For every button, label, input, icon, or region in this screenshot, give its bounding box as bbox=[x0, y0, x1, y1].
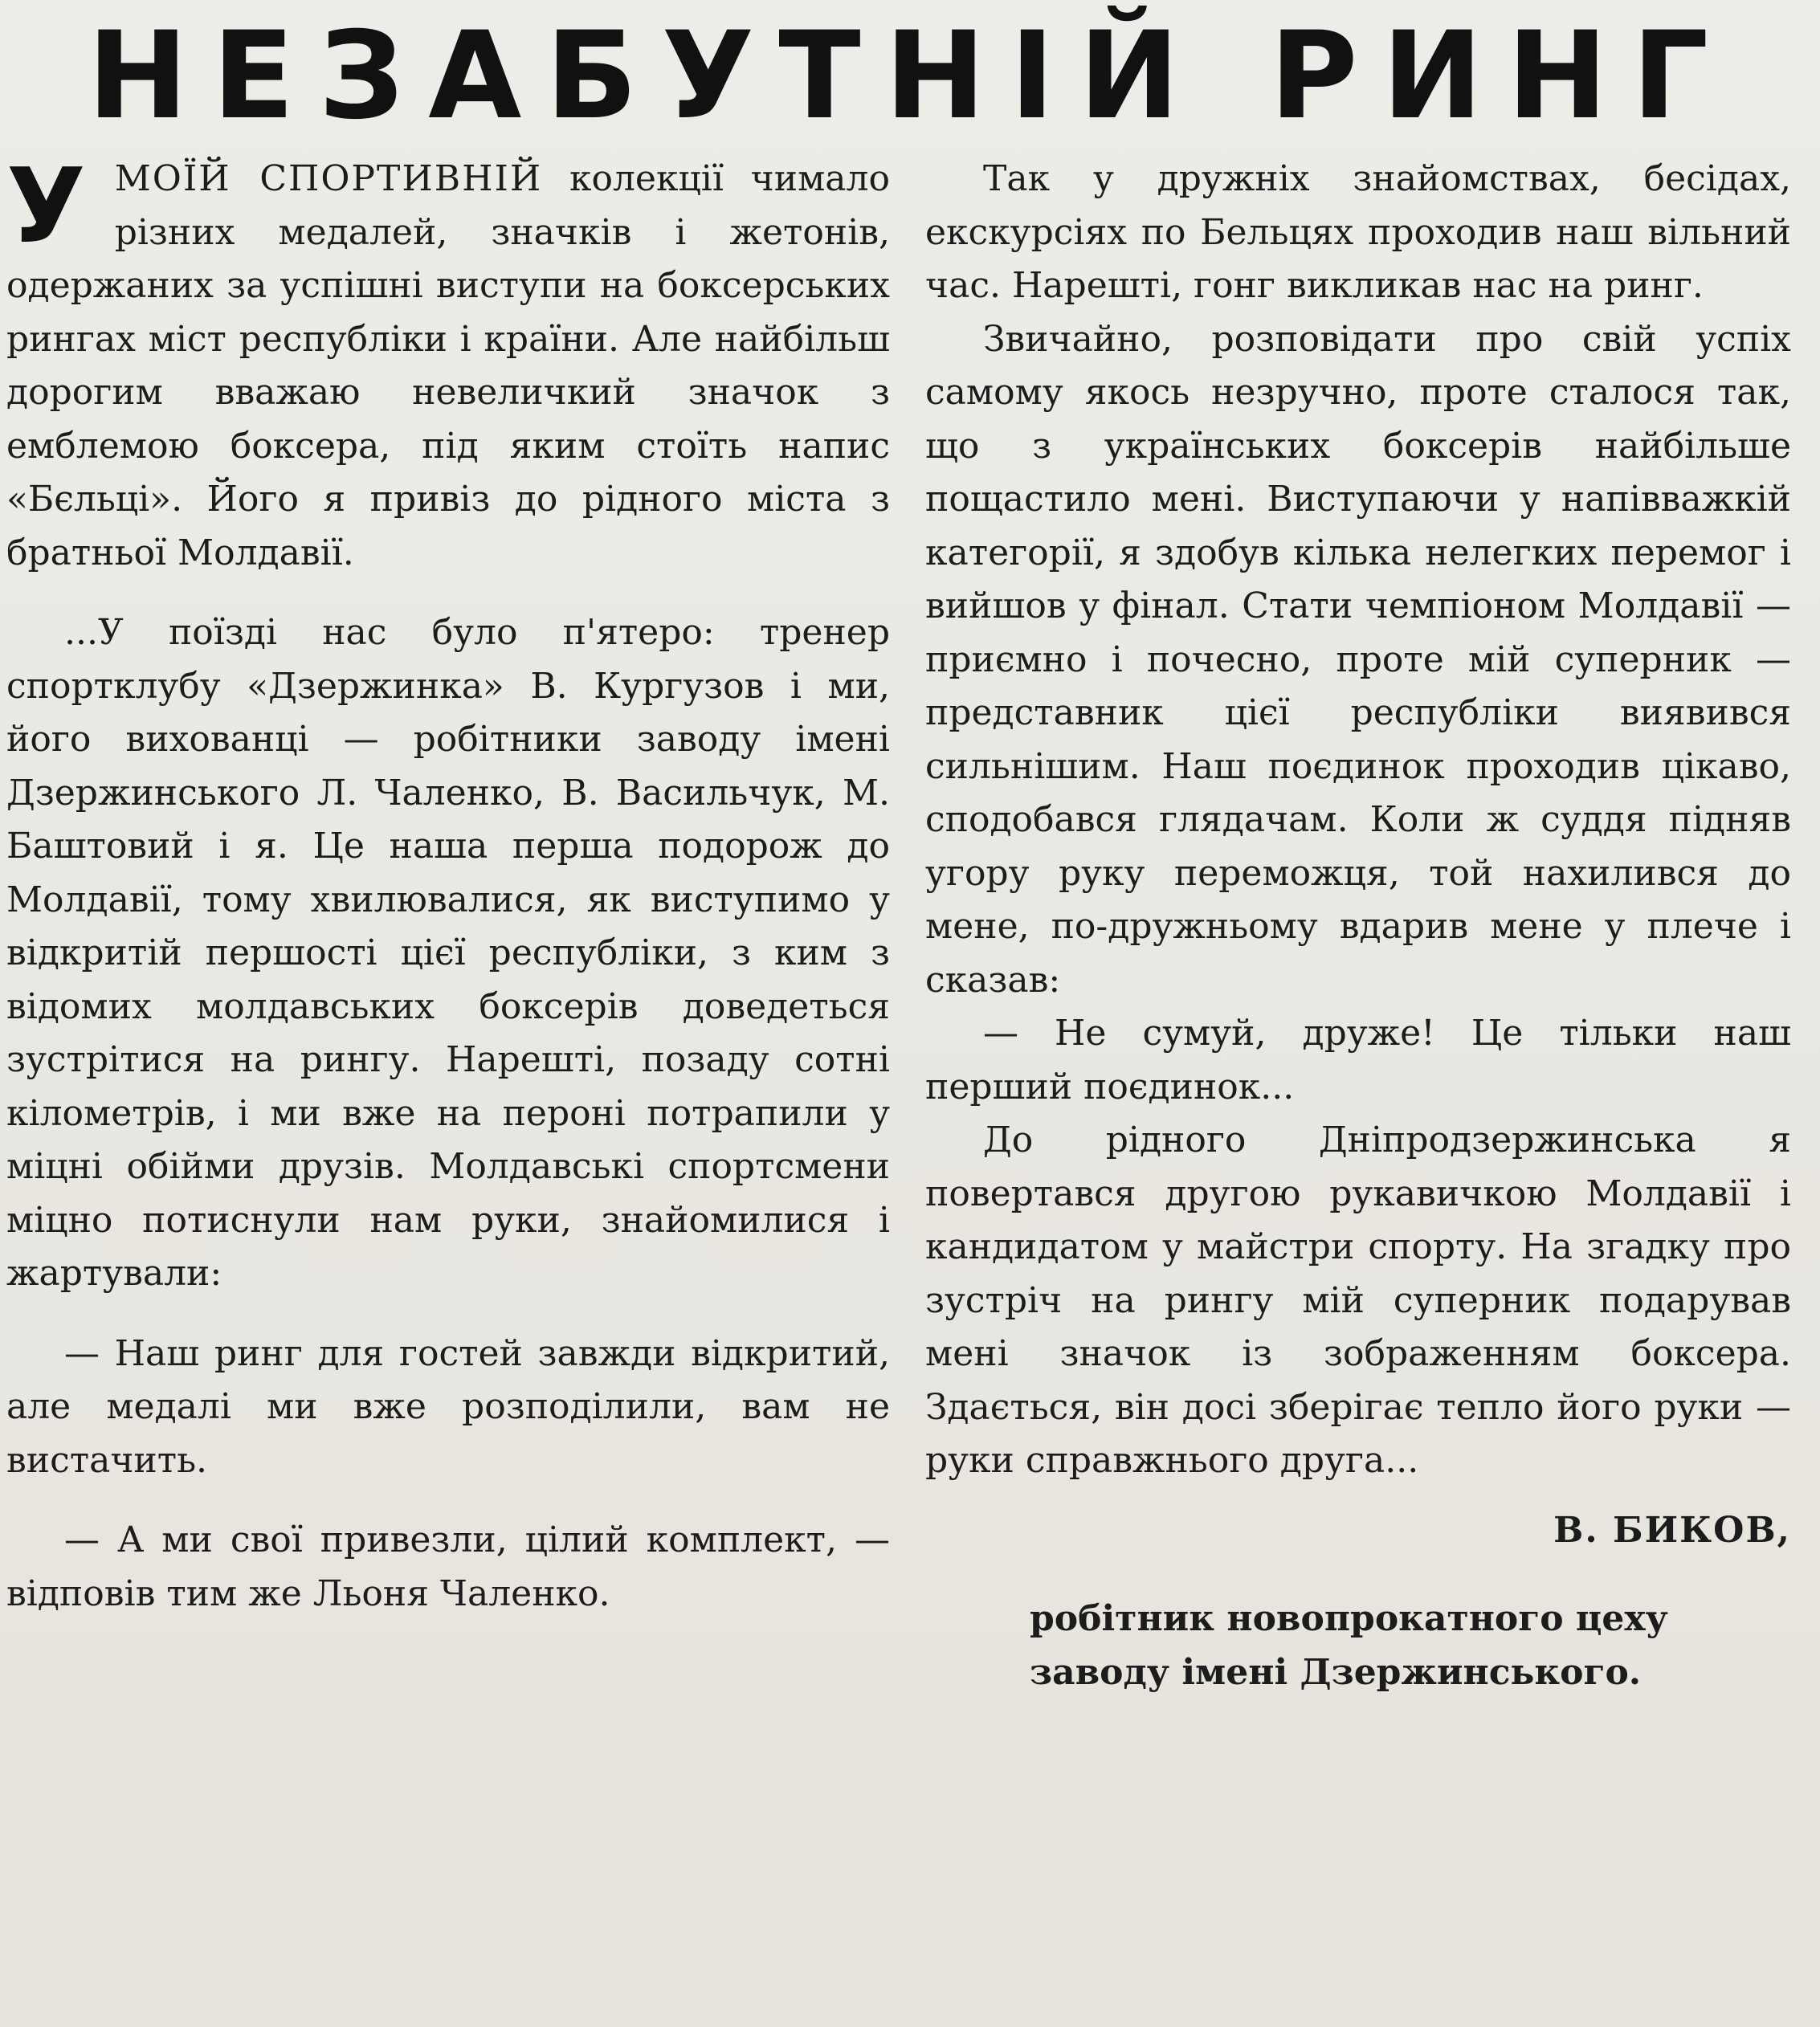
body-paragraph: До рідного Дніпродзержинська я повертався другою рукавичкою Молдавії і кандидатом у майстри спорту. На згадку про зустріч на рингу мій суперник подарував мені значок із зображенням боксера. Здається, він досі зберігає тепло його руки — руки справжнього друга... bbox=[925, 1120, 1791, 1481]
dialogue-line: — Наш ринг для гостей завжди відкритий, але медалі ми вже розподілили, вам не вистачить. bbox=[6, 1332, 890, 1481]
dialogue-line: — Не сумуй, друже! Це тільки наш перший поєдинок... bbox=[925, 1013, 1791, 1107]
right-column bbox=[925, 153, 1791, 1699]
headline: НЕЗАБУТНІЙ РИНГ bbox=[87, 6, 1733, 146]
author-position: робітник новопрокатного цеху bbox=[1030, 1598, 1668, 1639]
intro-text: колекції чимало різних медалей, значків і жетонів, одержаних за успішні виступи на боксерських рингах міст республіки і країни. Але найбільш дорогим вважаю невеличкий значок з емблемою боксера, під яким стоїть напис «Бєльці». Його я привіз до рідного міста з братньої Молдавії. bbox=[6, 158, 890, 573]
body-paragraph: ...У поїзді нас було п'ятеро: тренер спортклубу «Дзержинка» В. Кургузов і ми, його вихованці — робітники заводу імені Дзержинського Л. Чаленко, В. Васильчук, М. Баштовий і я. Це наша перша подорож до Молдавії, тому хвилювалися, як виступимо у відкритій першості цієї республіки, з ким з відомих молдавських боксерів доведеться зустрітися на рингу. Нарешті, позаду сотні кілометрів, і ми вже на пероні потрапили у міцні обійми друзів. Молдавські спортсмени міцно потиснули нам руки, знайомилися і жартували: bbox=[6, 612, 890, 1294]
intro-paragraph bbox=[6, 147, 890, 580]
left-column bbox=[6, 147, 890, 1621]
body-paragraph: Так у дружніх знайомствах, бесідах, екскурсіях по Бельцях проходив наш вільний час. Нарешті, гонг викликав нас на ринг. bbox=[925, 158, 1791, 306]
drop-cap: У bbox=[6, 147, 86, 267]
body-paragraph: Звичайно, розповідати про свій успіх самому якось незручно, проте сталося так, що з українських боксерів найбільше пощастило мені. Виступаючи у напівважкій категорії, я здобув кілька нелегких перемог і вийшов у фінал. Стати чемпіоном Молдавії — приємно і почесно, проте мій суперник — представник цієї республіки виявився сильнішим. Наш поєдинок проходив цікаво, сподобався глядачам. Коли ж суддя підняв угору руку переможця, той нахилився до мене, по-дружньому вдарив мене у плече і сказав: bbox=[925, 318, 1791, 1001]
author-workplace: заводу імені Дзержинського. bbox=[1030, 1651, 1642, 1693]
author-name: В. БИКОВ, bbox=[1553, 1509, 1791, 1551]
dialogue-line: — А ми свої привезли, цілий комплект, — відповів тим же Льоня Чаленко. bbox=[6, 1519, 890, 1614]
intro-lead-words: МОЇЙ СПОРТИВНІЙ bbox=[114, 158, 543, 199]
